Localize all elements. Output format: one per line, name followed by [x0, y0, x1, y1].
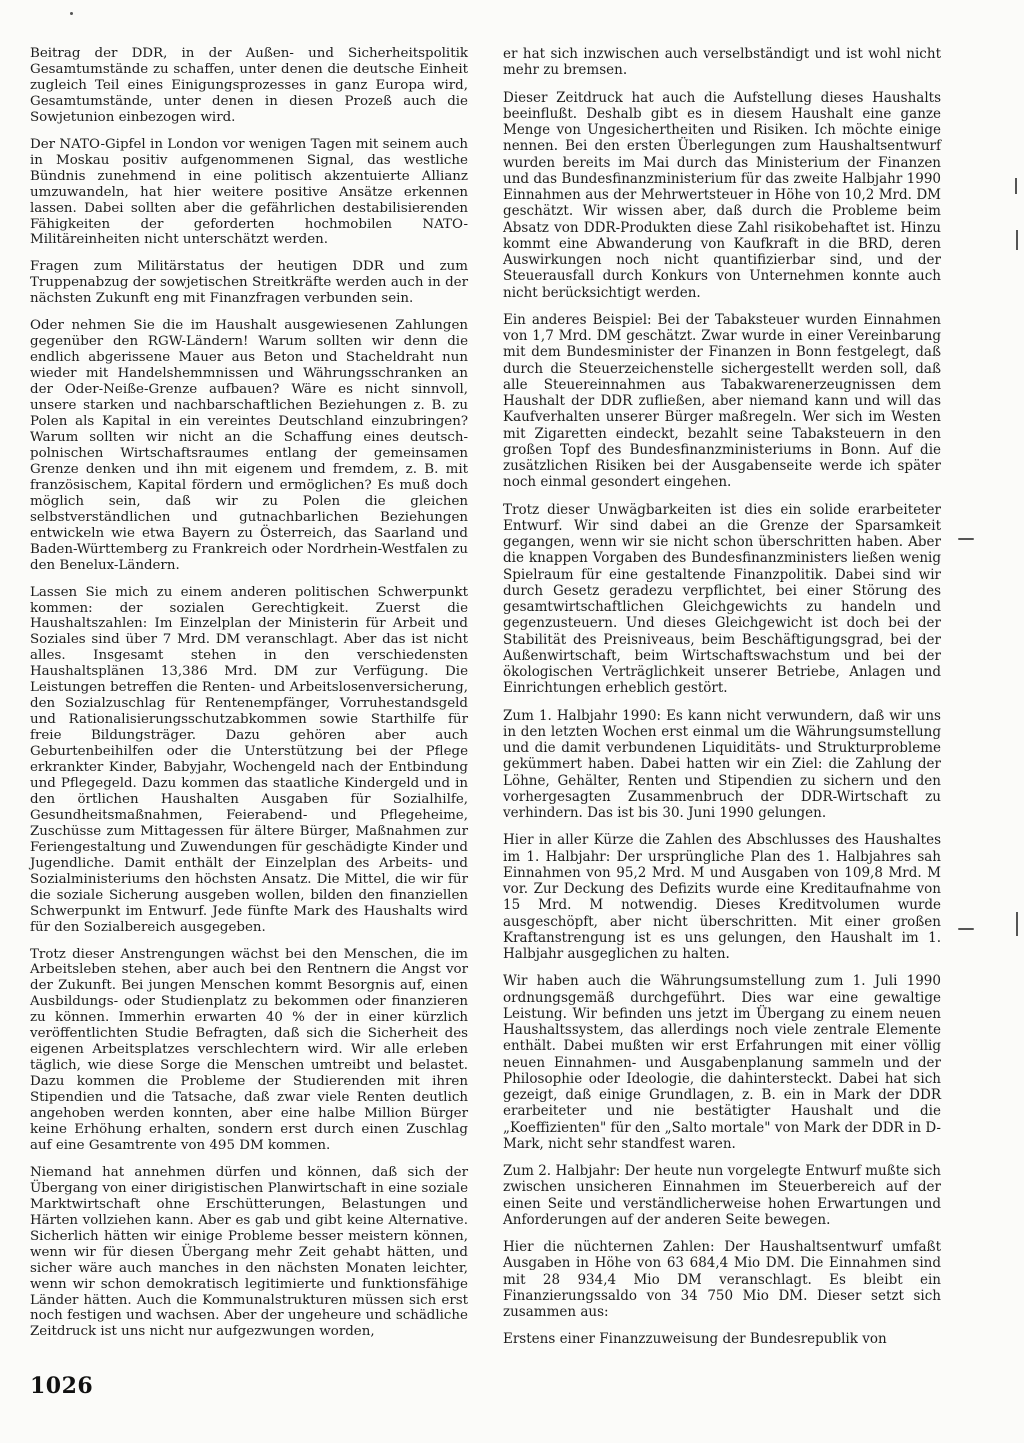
paragraph: Niemand hat annehmen dürfen und können, daß sich der Übergang von einer dirigistischen Planwirtschaft in eine soziale Marktwirtschaft ohne Erschütterungen, Belastungen und Härten vollziehen kann. Aber es gab und gibt keine Alternative. Sicherlich hätten wir einige Probleme besser meistern können, wenn wir für diesen Übergang mehr Zeit gehabt hätten, und sicher wäre auch manches in den nächsten Monaten leichter, wenn wir schon demokratisch legitimierte und funktionsfähige Länder hätten. Auch die Kommunalstrukturen müssen sich erst noch festigen und wachsen. Aber der ungeheure und schädliche Zeitdruck ist uns nicht nur aufgezwungen worden,: [30, 1164, 468, 1340]
margin-mark: [70, 12, 73, 15]
paragraph: Hier in aller Kürze die Zahlen des Abschlusses des Haushaltes im 1. Halbjahr: Der ursprüngliche Plan des 1. Halbjahres sah Einnahmen von 95,2 Mrd. M und Ausgaben von 109,8 Mrd. M vor. Zur Deckung des Defizits wurde eine Kreditaufnahme von 15 Mrd. M notwendig. Dieses Kreditvolumen wurde ausgeschöpft, aber nicht überschritten. Mit einer großen Kraftanstrengung ist es uns gelungen, den Haushalt im 1. Halbjahr ausgeglichen zu halten.: [503, 832, 941, 962]
paragraph: Dieser Zeitdruck hat auch die Aufstellung dieses Haushalts beeinflußt. Deshalb gibt es in diesem Haushalt eine ganze Menge von Ungesichertheiten und Risiken. Ich möchte einige nennen. Bei den ersten Überlegungen zum Haushaltsentwurf wurden bereits im Mai durch das Ministerium der Finanzen und das Bundesfinanzministerium für das zweite Halbjahr 1990 Einnahmen aus der Mehrwertsteuer in Höhe von 10,2 Mrd. DM geschätzt. Wir wissen aber, daß durch die Probleme beim Absatz von DDR-Produkten diese Zahl risikobehaftet ist. Hinzu kommt eine Abwanderung von Kaufkraft in die BRD, deren Auswirkungen noch nicht quantifizierbar sind, und der Steuerausfall durch Konkurs von Unternehmen konnte auch nicht berücksichtigt werden.: [503, 89, 941, 301]
paragraph: Zum 2. Halbjahr: Der heute nun vorgelegte Entwurf mußte sich zwischen unsicheren Einnahmen im Steuerbereich auf der einen Seite und verständlicherweise hohen Erwartungen und Anforderungen auf der anderen Seite bewegen.: [503, 1163, 941, 1228]
margin-mark: [958, 928, 974, 930]
margin-mark: [1016, 230, 1018, 250]
paragraph: Trotz dieser Anstrengungen wächst bei den Menschen, die im Arbeitsleben stehen, aber auch bei den Rentnern die Angst vor der Zukunft. Bei jungen Menschen kommt Besorgnis auf, einen Ausbildungs- oder Studienplatz zu bekommen oder finanzieren zu können. Immerhin erwarten 40 % der in einer kürzlich veröffentlichten Studie Befragten, daß sich die Sicherheit des eigenen Arbeitsplatzes verschlechtern wird. Wir alle erleben täglich, wie diese Sorge die Menschen umtreibt und belastet. Dazu kommen die Probleme der Studierenden mit ihren Stipendien und die Tatsache, daß zwar viele Renten deutlich angehoben werden konnten, aber eine halbe Million Bürger keine Erhöhung erhalten, sondern erst durch einen Zuschlag auf eine Gesamtrente von 495 DM kommen.: [30, 946, 468, 1153]
paragraph: Erstens einer Finanzzuweisung der Bundesrepublik von: [503, 1331, 887, 1348]
paragraph: Beitrag der DDR, in der Außen- und Sicherheitspolitik Gesamtumstände zu schaffen, unter denen die deutsche Einheit zugleich Teil eines Einigungsprozesses in ganz Europa wird, Gesamtumstände, unter denen in diesen Prozeß auch die Sowjetunion einbezogen wird.: [30, 46, 468, 125]
paragraph: Der NATO-Gipfel in London vor wenigen Tagen mit seinem auch in Moskau positiv aufgenommenen Signal, das westliche Bündnis zunehmend in eine politisch akzentuierte Allianz umzuwandeln, hat hier weitere positive Ansätze erkennen lassen. Dabei sollten aber die gefährlichen destabilisierenden Fähigkeiten der geforderten hochmobilen NATO-Militäreinheiten nicht unterschätzt werden.: [30, 136, 468, 248]
page-number: 1026: [30, 1373, 94, 1399]
paragraph: Oder nehmen Sie die im Haushalt ausgewiesenen Zahlungen gegenüber den RGW-Ländern! Warum sollten wir denn die endlich abgerissene Mauer aus Beton und Stacheldraht nun wieder mit Handelshemmnissen und Währungsschranken an der Oder-Neiße-Grenze aufbauen? Wäre es nicht sinnvoll, unsere starken und nachbarschaftlichen Beziehungen z. B. zu Polen als Kapital in ein vereintes Deutschland einzubringen? Warum sollten wir nicht an die Schaffung eines deutsch-polnischen Wirtschaftsraumes entlang der gemeinsamen Grenze denken und ihn mit eigenem und fremdem, z. B. mit französischem, Kapital fördern und ermöglichen? Es muß doch möglich sein, daß wir zu Polen die gleichen selbstverständlichen und gutnachbarlichen Beziehungen entwickeln wie etwa Bayern zu Österreich, das Saarland und Baden-Württemberg zu Frankreich oder Nordrhein-Westfalen zu den Benelux-Ländern.: [30, 318, 468, 573]
paragraph: Ein anderes Beispiel: Bei der Tabaksteuer wurden Einnahmen von 1,7 Mrd. DM geschätzt. Zwar wurde in einer Vereinbarung mit dem Bundesminister der Finanzen in Bonn festgelegt, daß durch die Steuerzeichenstelle sichergestellt werden soll, daß alle Steuereinnahmen aus Tabakwarenerzeugnissen dem Haushalt der DDR zufließen, aber niemand kann und will das Kaufverhalten unserer Bürger maßregeln. Wer sich im Westen mit Zigaretten eindeckt, bezahlt seine Tabaksteuern in den großen Topf des Bundesfinanzministeriums in Bonn. Auf die zusätzlichen Risiken bei der Ausgabenseite werde ich später noch einmal gesondert eingehen.: [503, 311, 941, 491]
paragraph: Hier die nüchternen Zahlen: Der Haushaltsentwurf umfaßt Ausgaben in Höhe von 63 684,4 Mio DM. Die Einnahmen sind mit 28 934,4 Mio DM veranschlagt. Es bleibt ein Finanzierungssaldo von 34 750 Mio DM. Dieser setzt sich zusammen aus:: [503, 1239, 941, 1320]
margin-mark: [1016, 912, 1018, 936]
paragraph: Fragen zum Militärstatus der heutigen DDR und zum Truppenabzug der sowjetischen Streitkräfte werden auch in der nächsten Zukunft eng mit Finanzfragen verbunden sein.: [30, 259, 468, 307]
paragraph: Trotz dieser Unwägbarkeiten ist dies ein solide erarbeiteter Entwurf. Wir sind dabei an die Grenze der Sparsamkeit gegangen, wenn wir sie nicht schon überschritten haben. Aber die knappen Vorgaben des Bundesfinanzministers ließen wenig Spielraum für eine gestaltende Finanzpolitik. Dabei sind wir durch Gesetz geradezu verpflichtet, bei einer Störung des gesamtwirtschaftlichen Gleichgewichts zu handeln und gegenzusteuern. Und dieses Gleichgewicht ist doch bei der Stabilität des Preisniveaus, beim Beschäftigungsgrad, bei der Außenwirtschaft, beim Wirtschaftswachstum und bei der ökologischen Verträglichkeit unserer Betriebe, Anlagen und Einrichtungen erheblich gestört.: [503, 501, 941, 697]
left-column: [30, 46, 468, 1351]
right-column: [503, 46, 941, 1359]
paragraph: Wir haben auch die Währungsumstellung zum 1. Juli 1990 ordnungsgemäß durchgeführt. Dies war eine gewaltige Leistung. Wir befinden uns jetzt im Übergang zu einem neuen Haushaltssystem, das allerdings noch viele zentrale Elemente enthält. Dabei mußten wir erst Erfahrungen mit einer völlig neuen Einnahmen- und Ausgabenplanung sammeln und der Philosophie oder Ideologie, die dahintersteckt. Dabei hat sich gezeigt, daß einige Grundlagen, z. B. ein in Mark der DDR erarbeiteter und nie bestätigter Haushalt und die „Koeffizienten" für den „Salto mortale" von Mark der DDR in D-Mark, nicht sehr standfest waren.: [503, 973, 941, 1152]
margin-mark: [1015, 178, 1017, 194]
paragraph: Zum 1. Halbjahr 1990: Es kann nicht verwundern, daß wir uns in den letzten Wochen erst einmal um die Währungsumstellung und die damit verbundenen Liquiditäts- und Strukturprobleme gekümmert haben. Dabei hatten wir ein Ziel: die Zahlung der Löhne, Gehälter, Renten und Stipendien zu sichern und den vorhergesagten Zusammenbruch der DDR-Wirtschaft zu verhindern. Das ist bis 30. Juni 1990 gelungen.: [503, 707, 941, 821]
paragraph: er hat sich inzwischen auch verselbständigt und ist wohl nicht mehr zu bremsen.: [503, 46, 941, 79]
margin-mark: [958, 538, 974, 540]
paragraph: Lassen Sie mich zu einem anderen politischen Schwerpunkt kommen: der sozialen Gerechtigkeit. Zuerst die Haushaltszahlen: Im Einzelplan der Ministerin für Arbeit und Soziales sind über 7 Mrd. DM veranschlagt. Aber das ist nicht alles. Insgesamt stehen in den verschiedensten Haushaltsplänen 13,386 Mrd. DM zur Verfügung. Die Leistungen betreffen die Renten- und Arbeitslosenversicherung, den Sozialzuschlag für Rentenempfänger, Vorruhestandsgeld und Rationalisierungsschutzabkommen sowie Starthilfe für freie Bildungsträger. Dazu gehören aber auch Geburtenbeihilfen oder die Unterstützung bei der Pflege erkrankter Kinder, Babyjahr, Wochengeld nach der Entbindung und Pflegegeld. Dazu kommen das staatliche Kindergeld und in den örtlichen Haushalten Ausgaben für Sozialhilfe, Gesundheitsmaßnahmen, Feierabend- und Pflegeheime, Zuschüsse zum Mittagessen für ältere Bürger, Maßnahmen zur Feriengestaltung und Zuwendungen für geschädigte Kinder und Jugendliche. Damit enthält der Einzelplan des Arbeits- und Sozialministeriums den höchsten Ansatz. Die Mittel, die wir für die soziale Sicherung ausgeben wollen, bilden den finanziellen Schwerpunkt im Entwurf. Jede fünfte Mark des Haushalts wird für den Sozialbereich ausgegeben.: [30, 584, 468, 935]
